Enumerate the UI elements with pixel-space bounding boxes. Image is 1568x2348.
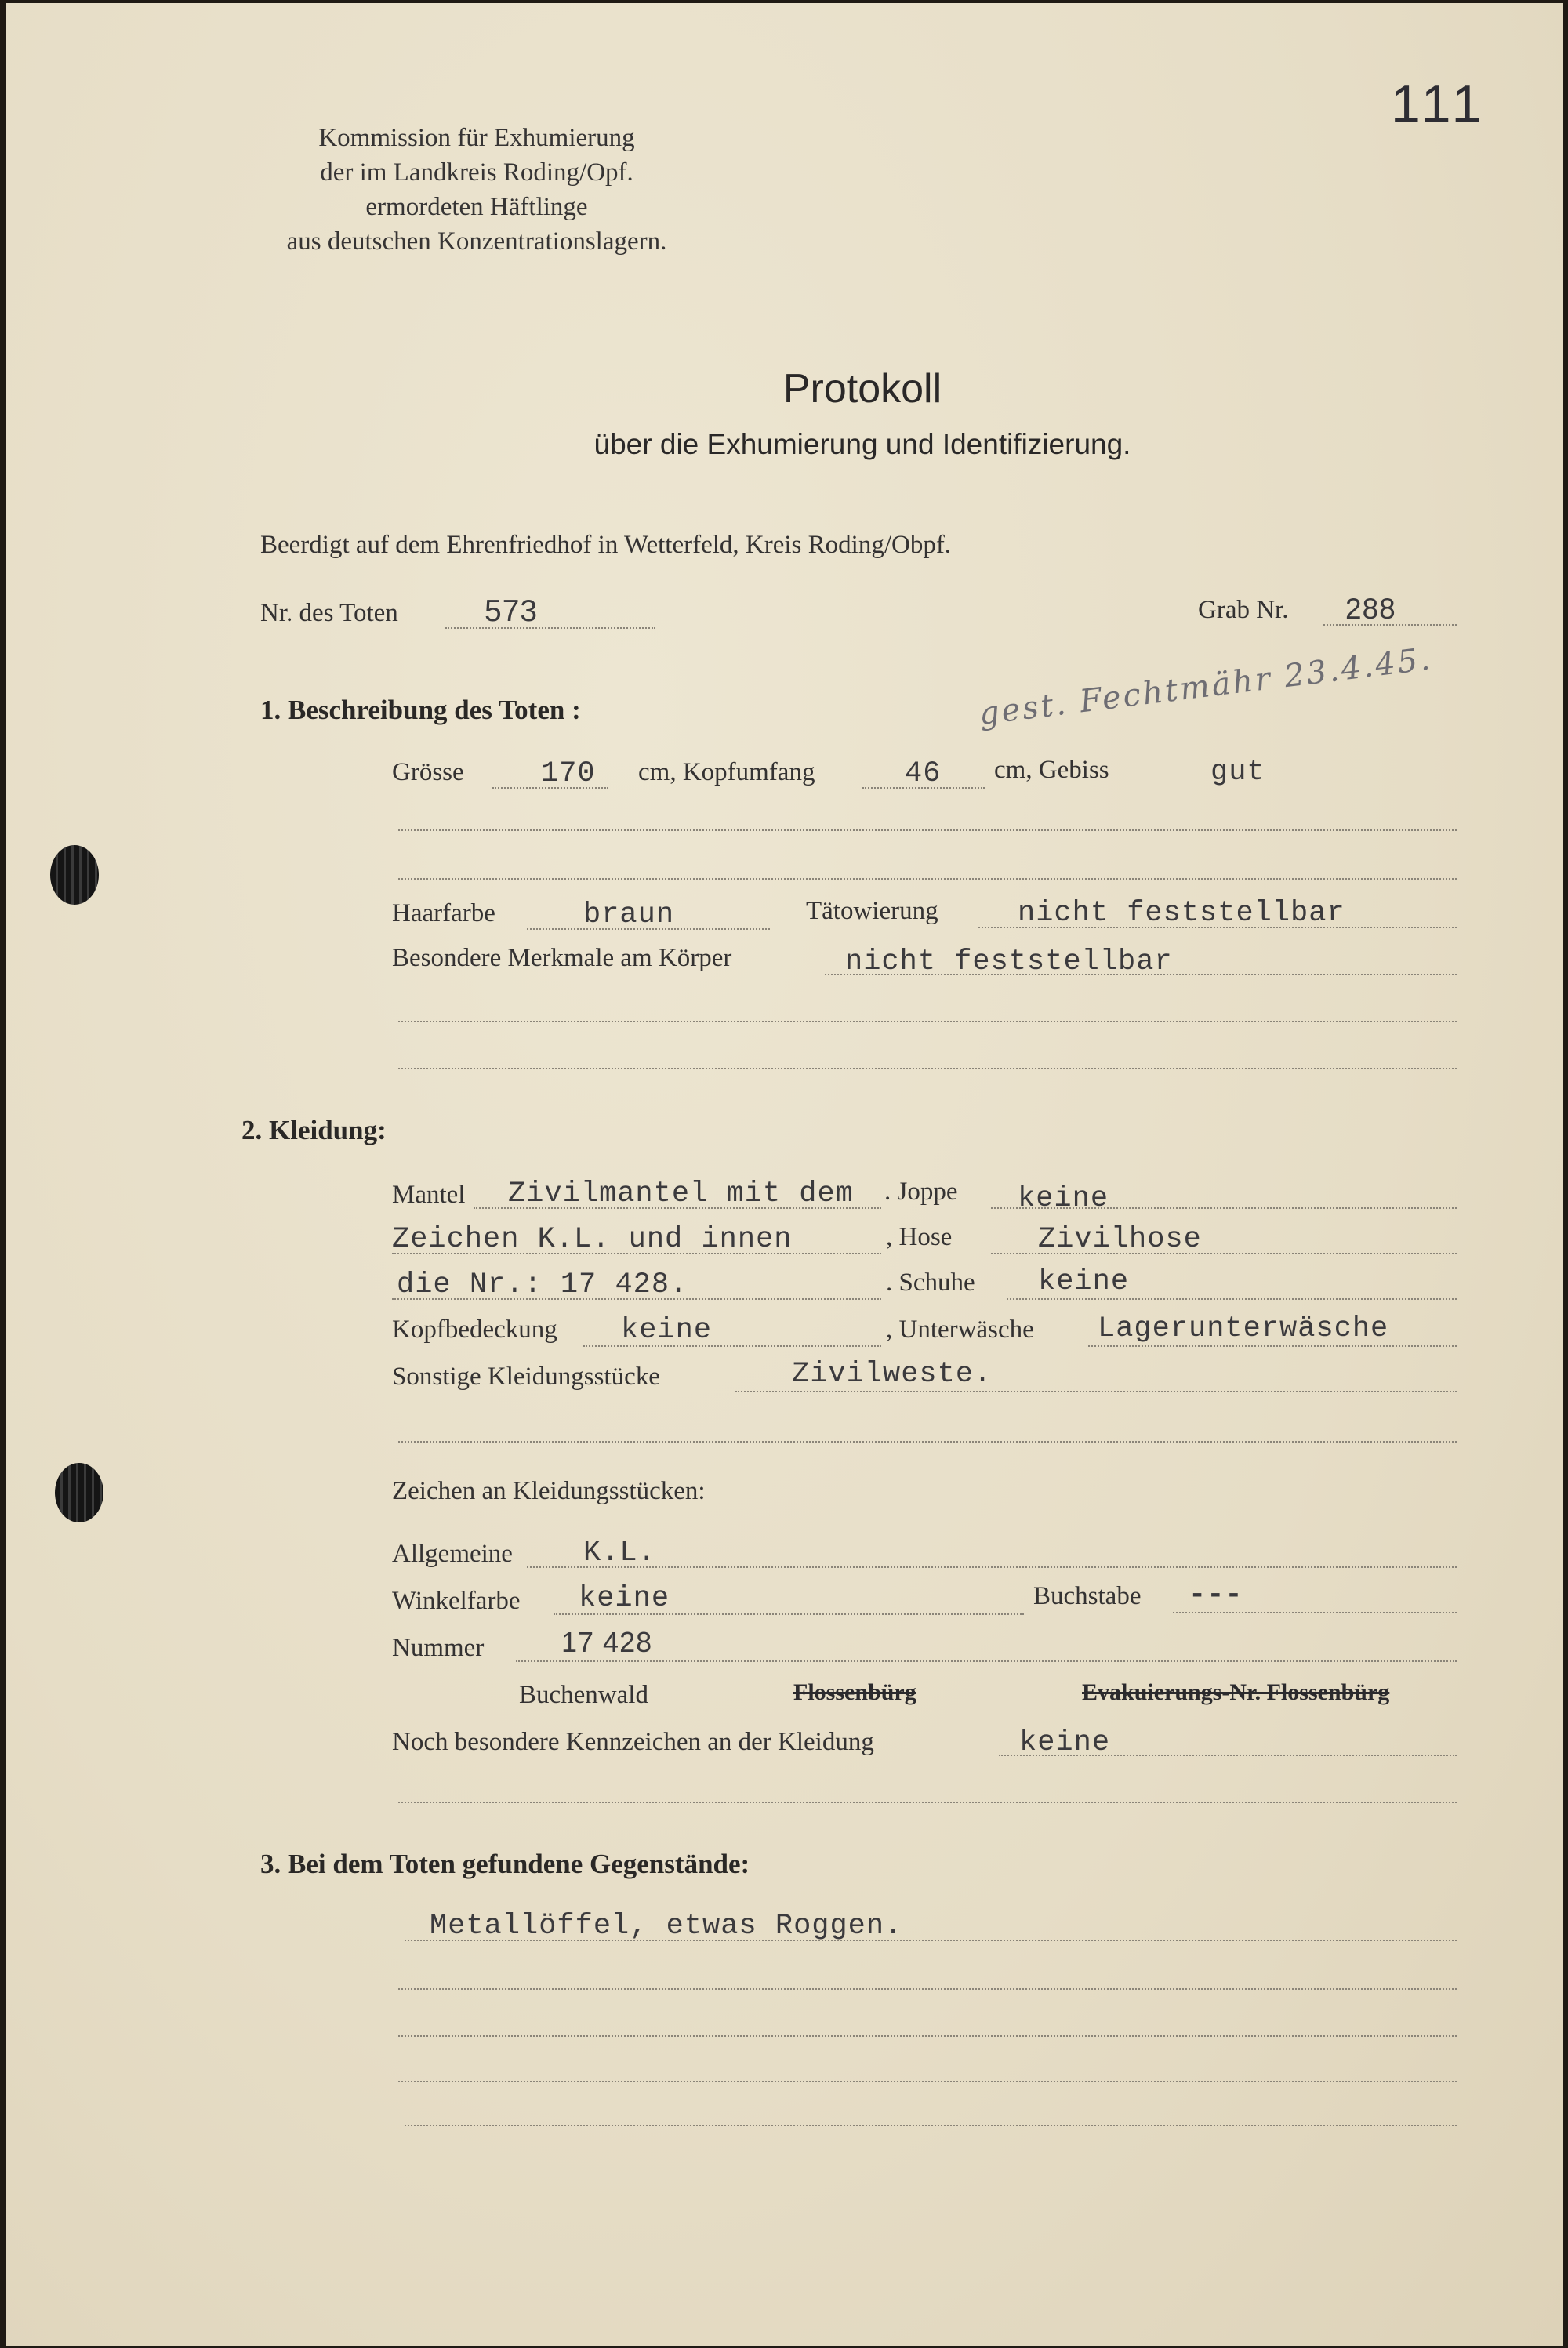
kopfbedeckung-value: keine: [621, 1314, 713, 1347]
section1-heading: 1. Beschreibung des Toten :: [260, 695, 581, 725]
flossenburg-struck: Flossenbürg: [793, 1679, 916, 1705]
allgemeine-label: Allgemeine: [392, 1540, 513, 1568]
unterwaesche-label: , Unterwäsche: [886, 1316, 1034, 1344]
taetowierung-value: nicht feststellbar: [1018, 897, 1345, 930]
buchstabe-value: ---: [1189, 1579, 1243, 1612]
header-line-3: ermordeten Häftlinge: [365, 193, 588, 221]
mantel-label: Mantel: [392, 1181, 466, 1209]
kopfbedeckung-label: Kopfbedeckung: [392, 1316, 557, 1344]
gebiss-value: gut: [1210, 756, 1265, 789]
nummer-label: Nummer: [392, 1634, 485, 1662]
page-subtitle: über die Exhumierung und Identifizierung.: [593, 428, 1131, 460]
header-line-2: der im Landkreis Roding/Opf.: [320, 158, 633, 187]
nr-toten-label: Nr. des Toten: [260, 599, 398, 627]
haarfarbe-value: braun: [583, 898, 675, 931]
sonstige-value: Zivilweste.: [792, 1358, 993, 1391]
joppe-label: . Joppe: [884, 1178, 958, 1206]
page-title: Protokoll: [782, 366, 942, 412]
header-line-4: aus deutschen Konzentrationslagern.: [286, 227, 667, 256]
punch-hole-top: [50, 845, 99, 905]
winkelfarbe-value: keine: [579, 1582, 670, 1615]
section2-heading: 2. Kleidung:: [241, 1115, 387, 1145]
grab-label: Grab Nr.: [1198, 596, 1289, 624]
section3-heading: 3. Bei dem Toten gefundene Gegenstände:: [260, 1849, 750, 1879]
groesse-value: 170: [541, 757, 596, 790]
allgemeine-value: K.L.: [583, 1537, 656, 1570]
kennzeichen-label: Noch besondere Kennzeichen an der Kleidung: [392, 1728, 874, 1756]
cm-kopf-label: cm, Kopfumfang: [638, 758, 815, 786]
kennzeichen-value: keine: [1019, 1726, 1111, 1759]
sonstige-label: Sonstige Kleidungsstücke: [392, 1363, 660, 1391]
nr-toten-value: 573: [485, 594, 539, 628]
cm-gebiss-label: cm, Gebiss: [994, 756, 1109, 784]
burial-place: Beerdigt auf dem Ehrenfriedhof in Wetterfeld, Kreis Roding/Obpf.: [260, 531, 952, 559]
schuhe-value: keine: [1038, 1265, 1130, 1298]
buchstabe-label: Buchstabe: [1033, 1582, 1142, 1610]
mantel-value-3: die Nr.: 17 428.: [397, 1268, 688, 1301]
punch-hole-bottom: [55, 1463, 103, 1522]
haarfarbe-label: Haarfarbe: [392, 899, 495, 927]
hose-label: , Hose: [886, 1223, 953, 1251]
zeichen-label: Zeichen an Kleidungsstücken:: [392, 1477, 706, 1505]
document-sheet: [6, 3, 1563, 2346]
page-number: 111: [1391, 74, 1486, 134]
hose-value: Zivilhose: [1038, 1223, 1202, 1256]
schuhe-label: . Schuhe: [886, 1268, 975, 1297]
header-block: [257, 121, 696, 259]
joppe-value: keine: [1018, 1182, 1109, 1215]
evakuierung-struck: Evakuierungs-Nr. Flossenbürg: [1082, 1679, 1390, 1705]
groesse-label: Grösse: [392, 758, 464, 786]
nummer-value: 17 428: [561, 1626, 653, 1658]
items-value: Metallöffel, etwas Roggen.: [430, 1910, 903, 1943]
taetowierung-label: Tätowierung: [806, 897, 938, 925]
handwritten-note: gest. Fechtmähr 23.4.45.: [977, 641, 1435, 732]
mantel-value-1: Zivilmantel mit dem: [508, 1178, 854, 1210]
grab-value: 288: [1345, 593, 1396, 625]
winkelfarbe-label: Winkelfarbe: [392, 1587, 521, 1615]
mantel-value-2: Zeichen K.L. und innen: [392, 1223, 793, 1256]
merkmale-label: Besondere Merkmale am Körper: [392, 944, 732, 972]
kopf-value: 46: [905, 757, 942, 790]
merkmale-value: nicht feststellbar: [845, 945, 1173, 978]
buchenwald-label: Buchenwald: [519, 1681, 648, 1709]
header-line-1: Kommission für Exhumierung: [318, 124, 635, 152]
unterwaesche-value: Lagerunterwäsche: [1098, 1312, 1389, 1345]
